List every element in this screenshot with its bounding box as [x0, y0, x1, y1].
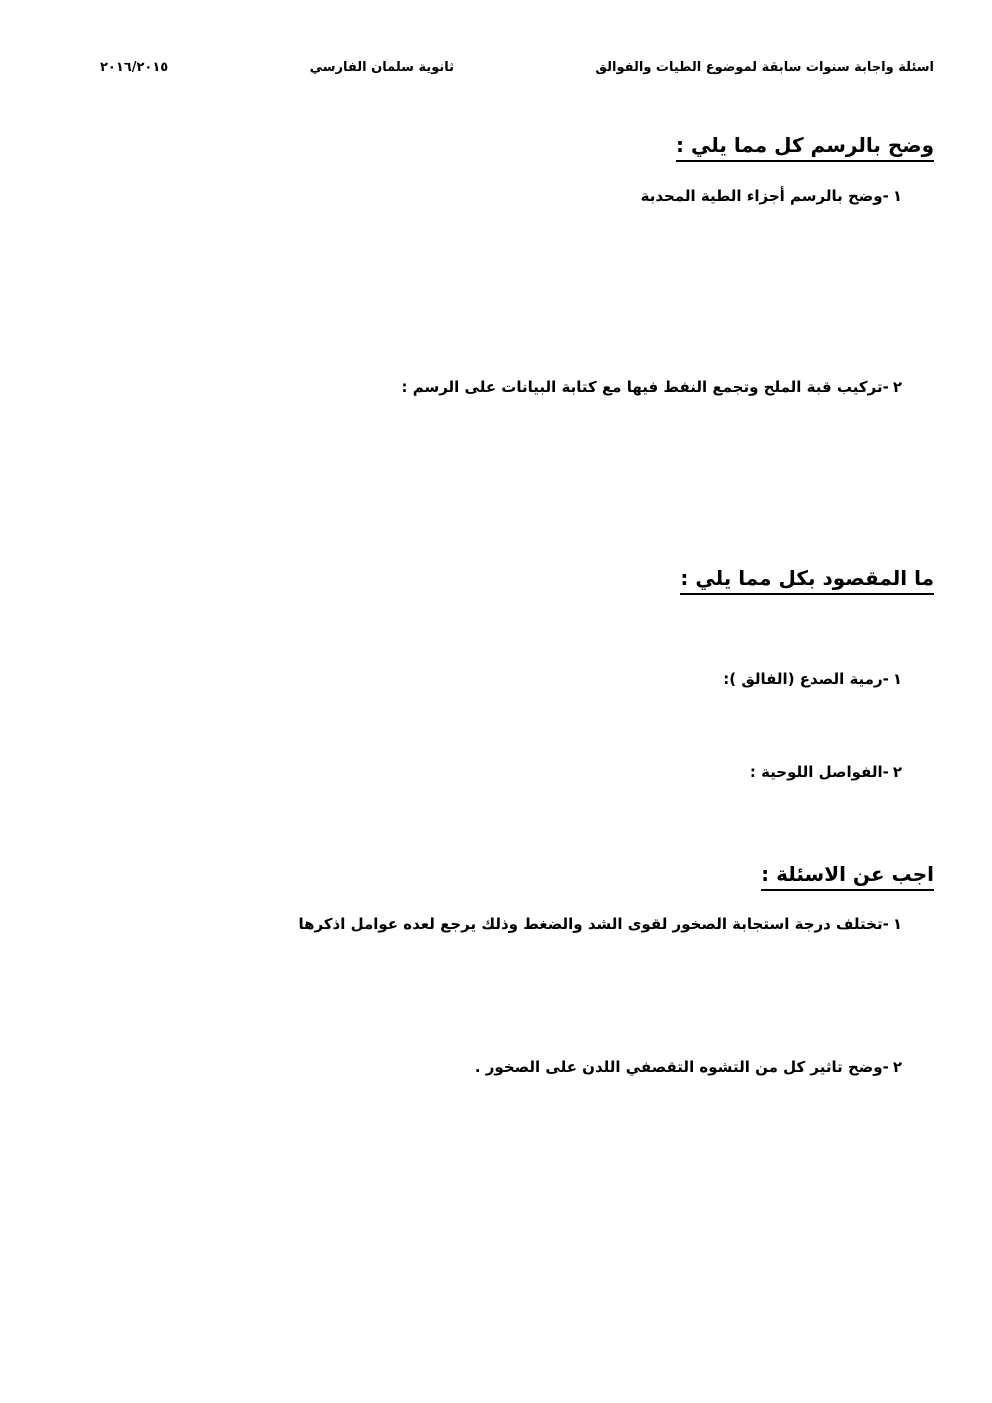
question-text: -الفواصل اللوحية :	[749, 763, 889, 781]
question-number: ٢	[892, 763, 902, 781]
header-subject-title: اسئلة واجابة سنوات سابقة لموضوع الطيات والفوالق	[595, 60, 934, 75]
question-item	[475, 1055, 902, 1079]
section-title-draw: وضح بالرسم كل مما يلي :	[676, 131, 934, 162]
question-number: ١	[892, 915, 902, 933]
question-text: -رمية الصدع (الفالق ):	[723, 670, 889, 688]
question-text: -وضح تاثير كل من التشوه التقصفي اللدن على الصخور .	[474, 1058, 889, 1076]
question-item	[641, 184, 902, 208]
question-text: -تركيب قبة الملح وتجمع النفط فيها مع كتابة البيانات على الرسم :	[401, 378, 889, 396]
question-text: -وضح بالرسم أجزاء الطية المحدبة	[640, 187, 889, 205]
question-number: ٢	[892, 1058, 902, 1076]
question-item	[723, 667, 902, 691]
question-number: ١	[892, 670, 902, 688]
question-item	[298, 912, 902, 936]
section-title-define: ما المقصود بكل مما يلي :	[680, 564, 934, 595]
question-number: ٢	[892, 378, 902, 396]
header-academic-year: ٢٠١٦/٢٠١٥	[100, 60, 169, 75]
question-number: ١	[892, 187, 902, 205]
question-item	[750, 760, 902, 784]
header-school-name: ثانوية سلمان الفارسي	[309, 60, 454, 75]
section-title-answer: اجب عن الاسئلة :	[761, 860, 934, 891]
question-text: -تختلف درجة استجابة الصخور لقوى الشد والضغط وذلك يرجع لعده عوامل اذكرها	[298, 915, 889, 933]
question-item	[401, 375, 902, 399]
